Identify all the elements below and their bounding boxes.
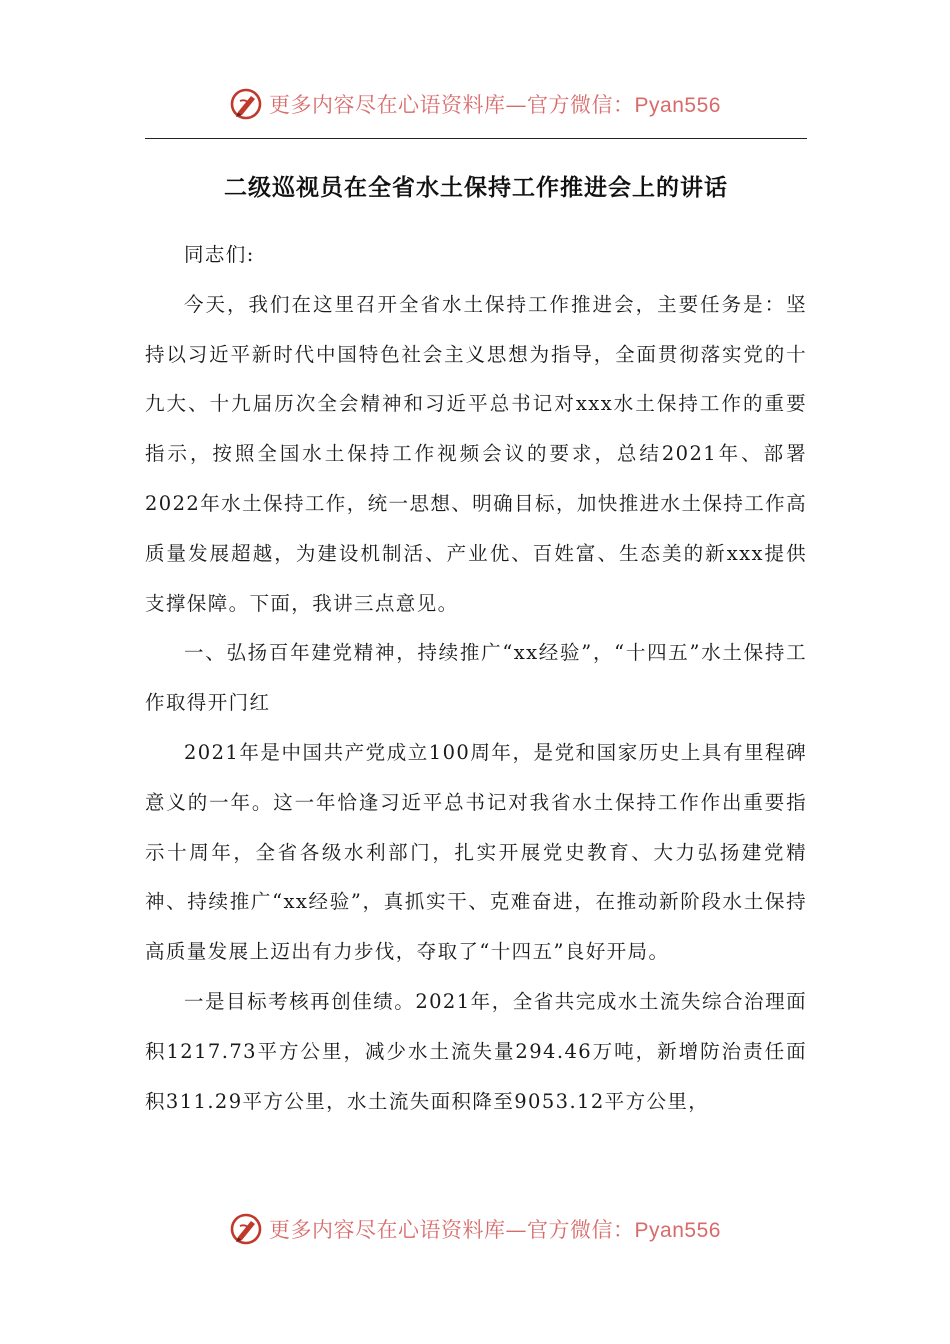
watermark-account: Pyan556 [634,94,721,117]
watermark-account: Pyan556 [634,1219,721,1242]
watermark-text: 更多内容尽在心语资料库—官方微信：Pyan556 [269,93,721,117]
paragraph: 今天，我们在这里召开全省水土保持工作推进会，主要任务是：坚持以习近平新时代中国特色社会主义思想为指导，全面贯彻落实党的十九大、十九届历次全会精神和习近平总书记对xxx水土保持工作的重要指示，按照全国水土保持工作视频会议的要求，总结2021年、部署2022年水土保持工作，统一思想、明确目标，加快推进水土保持工作高质量发展超越，为建设机制活、产业优、百姓富、生态美的新xxx提供支撑保障。下面，我讲三点意见。 [145,292,807,615]
pen-logo-icon [229,87,263,121]
pen-logo-icon [229,1212,263,1246]
salutation: 同志们: [184,243,255,266]
header-divider [145,138,807,139]
header-watermark [0,82,950,126]
paragraph: 2021年是中国共产党成立100周年，是党和国家历史上具有里程碑意义的一年。这一年恰逢习近平总书记对我省水土保持工作作出重要指示十周年，全省各级水利部门，扎实开展党史教育、大力弘扬建党精神、持续推广“xx经验”，真抓实干、克难奋进，在推动新阶段水土保持高质量发展上迈出有力步伐，夺取了“十四五”良好开局。 [145,740,807,964]
footer-watermark [0,1207,950,1251]
paragraph: 一是目标考核再创佳绩。2021年，全省共完成水土流失综合治理面积1217.73平方公里，减少水土流失量294.46万吨，新增防治责任面积311.29平方公里，水土流失面积降至9053.12平方公里， [145,989,807,1113]
document-title: 二级巡视员在全省水土保持工作推进会上的讲话 [224,175,728,201]
watermark-text: 更多内容尽在心语资料库—官方微信：Pyan556 [269,1218,721,1242]
section-heading: 一、弘扬百年建党精神，持续推广“xx经验”，“十四五”水土保持工作取得开门红 [145,641,807,715]
document-body [145,230,807,1126]
